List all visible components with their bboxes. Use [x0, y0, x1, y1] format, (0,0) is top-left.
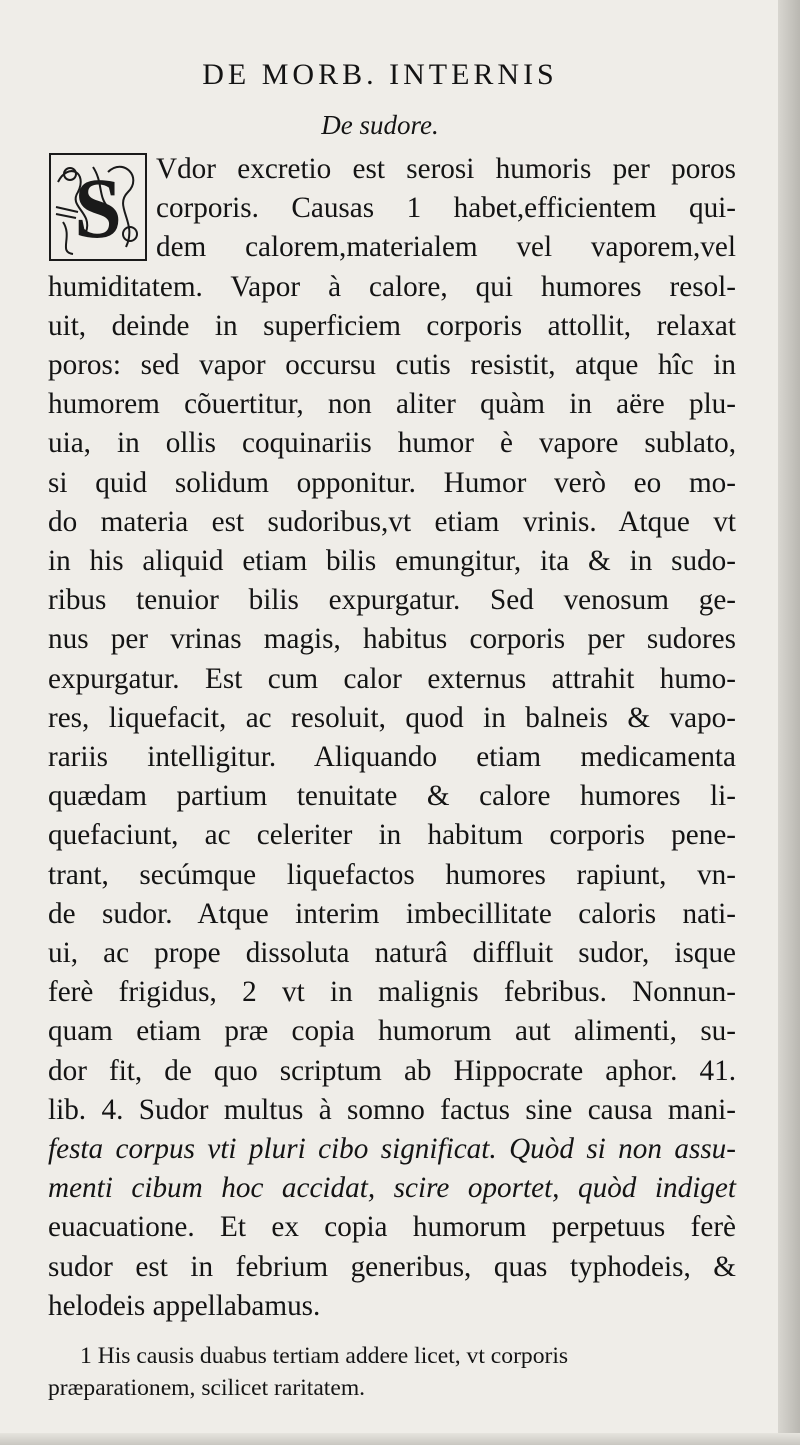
section-title: De sudore.	[321, 110, 439, 140]
main-text	[48, 150, 736, 1326]
text-line: quefaciunt, ac celeriter in habitum corporis pene-	[48, 819, 736, 852]
footnote	[48, 1340, 736, 1404]
text-line: in his aliquid etiam bilis emungitur, ita & in sudo-	[48, 545, 736, 578]
text-line: rariis intelligitur. Aliquando etiam medicamenta	[48, 741, 736, 774]
text-line: poros: sed vapor occursu cutis resistit, atque hîc in	[48, 349, 736, 382]
text-line: res, liquefacit, ac resoluit, quod in balneis & vapo-	[48, 701, 736, 734]
text-line: dor fit, de quo scriptum ab Hippocrate aphor. 41.	[48, 1054, 736, 1087]
text-line: quædam partium tenuitate & calore humores li-	[48, 780, 736, 813]
text-line: de sudor. Atque interim imbecillitate caloris nati-	[48, 897, 736, 930]
page-edge	[778, 0, 800, 1445]
text-line: trant, secúmque liquefactos humores rapiunt, vn-	[48, 858, 736, 891]
text-line: menti cibum hoc accidat, scire oportet, quòd indiget	[48, 1172, 736, 1205]
text-line: do materia est sudoribus,vt etiam vrinis. Atque vt	[48, 505, 736, 538]
text-line: humiditatem. Vapor à calore, qui humores resol-	[48, 270, 736, 303]
footnote-line: præparationem, scilicet raritatem.	[48, 1375, 366, 1401]
text-line: humorem cõuertitur, non aliter quàm in aëre plu-	[48, 388, 736, 421]
initial-letter: S	[74, 160, 122, 256]
decorated-initial-s-icon	[48, 152, 148, 262]
text-line: expurgatur. Est cum calor externus attrahit humo-	[48, 662, 736, 695]
footnote-line: 1 His causis duabus tertiam addere licet, vt corporis	[80, 1343, 569, 1369]
text-line: euacuatione. Et ex copia humorum perpetuus ferè	[48, 1211, 736, 1244]
text-line: lib. 4. Sudor multus à somno factus sine causa mani-	[48, 1093, 736, 1126]
text-line: ferè frigidus, 2 vt in malignis febribus. Nonnun-	[48, 976, 736, 1009]
text-line: ui, ac prope dissoluta naturâ diffluit sudor, isque	[48, 937, 736, 970]
text-line: corporis. Causas 1 habet,efficientem qui-	[156, 192, 736, 225]
text-line: uit, deinde in superficiem corporis attollit, relaxat	[48, 309, 736, 342]
text-line: festa corpus vti pluri cibo significat. Quòd si non assu-	[48, 1133, 736, 1166]
text-line: si quid solidum opponitur. Humor verò eo mo-	[48, 466, 736, 499]
text-line: uia, in ollis coquinariis humor è vapore sublato,	[48, 427, 736, 460]
text-line: Vdor excretio est serosi humoris per poros	[156, 153, 736, 185]
text-line: helodeis appellabamus.	[48, 1289, 321, 1322]
text-line: nus per vrinas magis, habitus corporis per sudores	[48, 623, 736, 656]
text-line: quam etiam præ copia humorum aut alimenti, su-	[48, 1015, 736, 1048]
text-line: sudor est in febrium generibus, quas typhodeis, &	[48, 1250, 736, 1283]
text-line: ribus tenuior bilis expurgatur. Sed venosum ge-	[48, 584, 736, 617]
page-edge-bottom	[0, 1433, 800, 1445]
text-line: dem calorem,materialem vel vaporem,vel	[156, 231, 736, 264]
running-head: DE MORB. INTERNIS	[202, 58, 558, 91]
